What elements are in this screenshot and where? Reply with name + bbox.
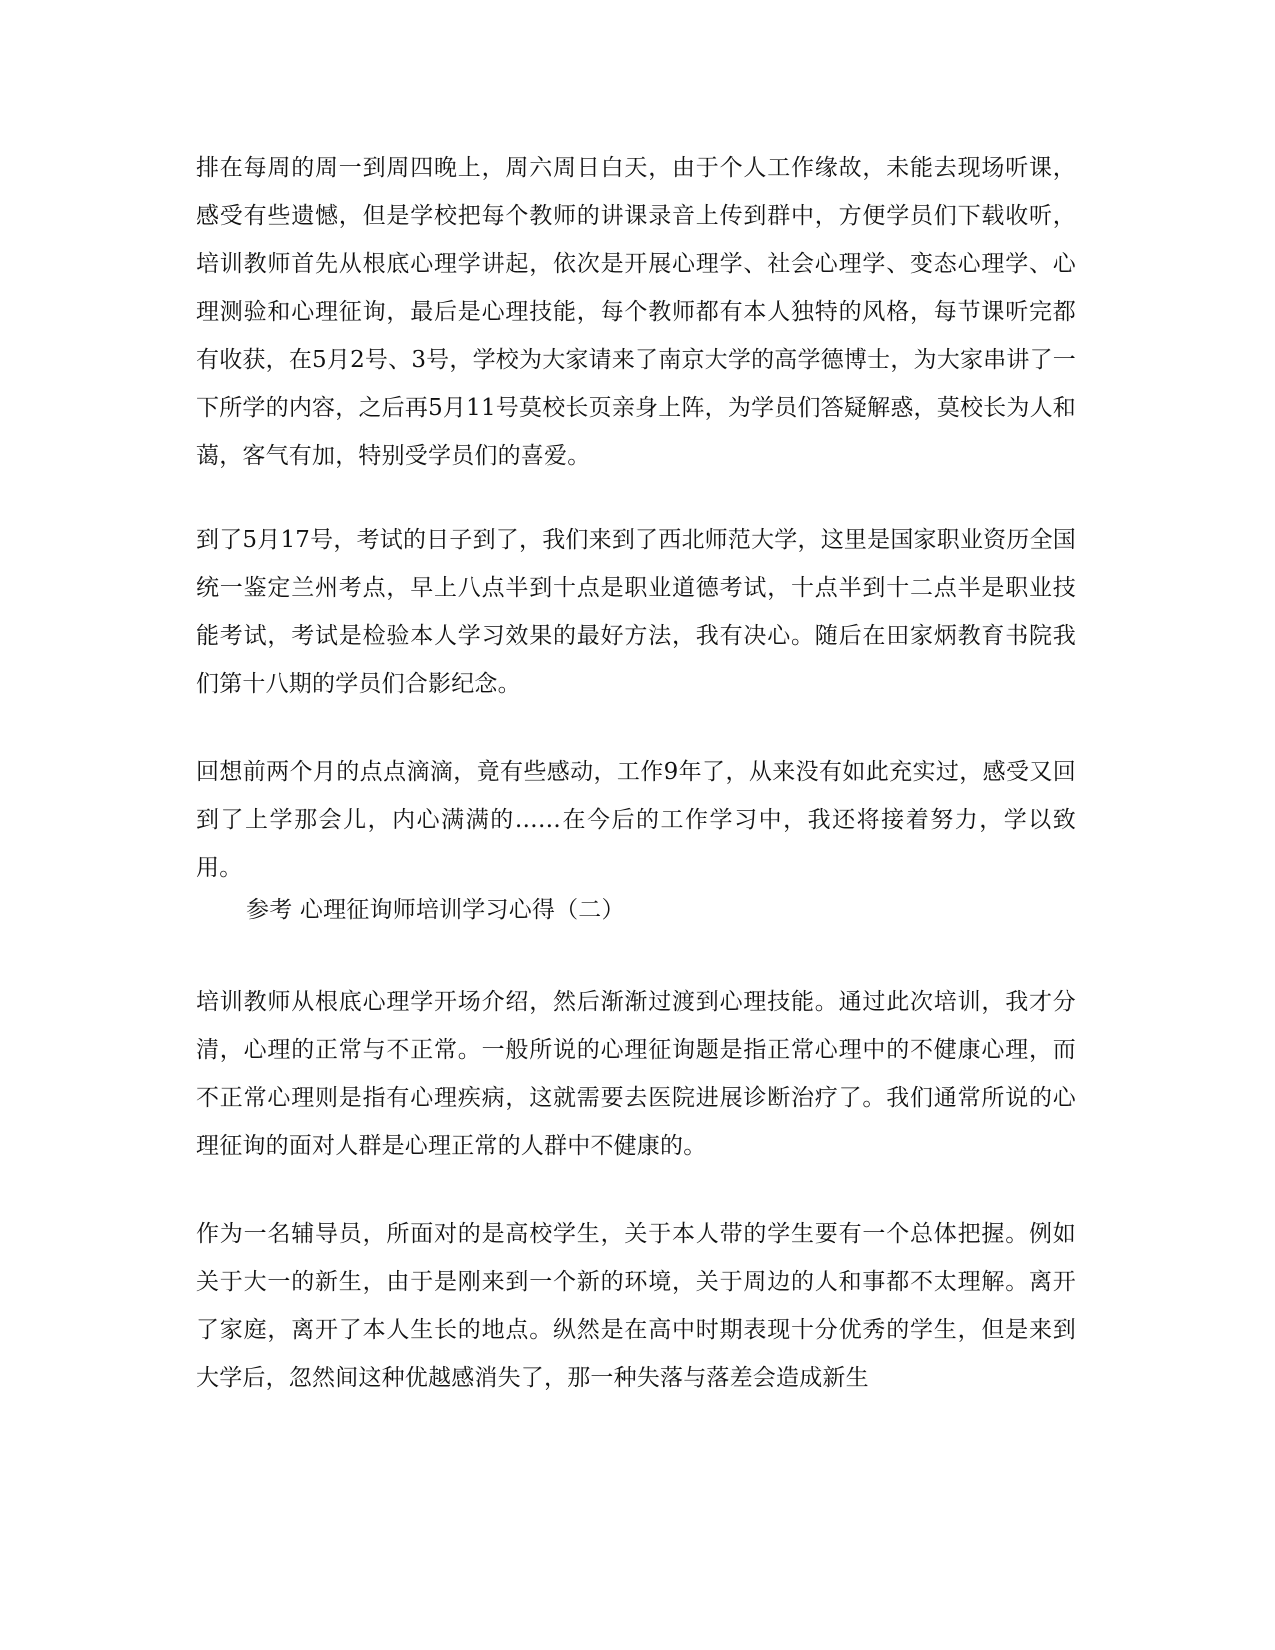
paragraph-reflection: 回想前两个月的点点滴滴，竟有些感动，工作9年了，从来没有如此充实过，感受又回到了上学那会儿，内心满满的……在今后的工作学习中，我还将接着努力，学以致用。: [196, 759, 1076, 881]
paragraph-exam-day: 到了5月17号，考试的日子到了，我们来到了西北师范大学，这里是国家职业资历全国统一鉴定兰州考点，早上八点半到十点是职业道德考试，十点半到十二点半是职业技能考试，考试是检验本人学习效果的最好方法，我有决心。随后在田家炳教育书院我们第十八期的学员们合影纪念。: [196, 527, 1076, 697]
paragraph-normal-abnormal: 培训教师从根底心理学开场介绍，然后渐渐过渡到心理技能。通过此次培训，我才分清，心理的正常与不正常。一般所说的心理征询题是指正常心理中的不健康心理，而不正常心理则是指有心理疾病，这就需要去医院进展诊断治疗了。我们通常所说的心理征询的面对人群是心理正常的人群中不健康的。: [196, 989, 1076, 1159]
section-heading: 参考 心理征询师培训学习心得（二）: [246, 897, 625, 923]
paragraph-training-schedule: 排在每周的周一到周四晚上，周六周日白天，由于个人工作缘故，未能去现场听课，感受有些遗憾，但是学校把每个教师的讲课录音上传到群中，方便学员们下载收听，培训教师首先从根底心理学讲起，依次是开展心理学、社会心理学、变态心理学、心理测验和心理征询，最后是心理技能，每个教师都有本人独特的风格，每节课听完都有收获，在5月2号、3号，学校为大家请来了南京大学的高学德博士，为大家串讲了一下所学的内容，之后再5月11号莫校长页亲身上阵，为学员们答疑解惑，莫校长为人和蔼，客气有加，特别受学员们的喜爱。: [196, 155, 1076, 469]
paragraph-counselor: 作为一名辅导员，所面对的是高校学生，关于本人带的学生要有一个总体把握。例如关于大一的新生，由于是刚来到一个新的环境，关于周边的人和事都不太理解。离开了家庭，离开了本人生长的地点。纵然是在高中时期表现十分优秀的学生，但是来到大学后，忽然间这种优越感消失了，那一种失落与落差会造成新生: [196, 1221, 1076, 1391]
